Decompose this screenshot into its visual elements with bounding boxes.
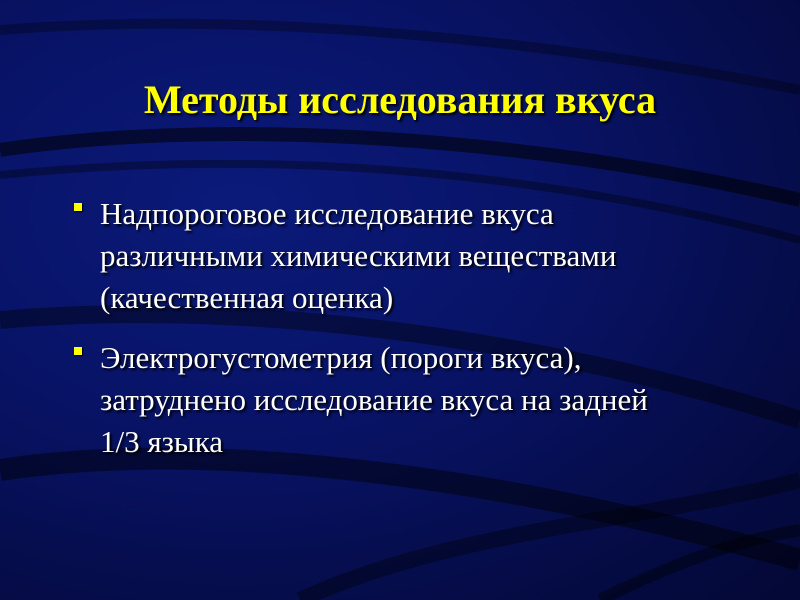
bullet-line: 1/3 языка: [100, 424, 224, 459]
bullet-line: Электрогустометрия (пороги вкуса),: [100, 340, 582, 375]
square-bullet-icon: [74, 347, 82, 355]
bullet-item: [74, 337, 764, 463]
bullet-line: затруднено исследование вкуса на задней: [100, 382, 648, 417]
square-bullet-icon: [74, 203, 82, 211]
bullet-list: [74, 193, 764, 481]
bullet-line: Надпороговое исследование вкуса: [100, 196, 554, 231]
bullet-text: [100, 337, 764, 463]
bullet-text: [100, 193, 764, 319]
bullet-line: (качественная оценка): [100, 280, 394, 315]
bullet-item: [74, 193, 764, 319]
bullet-line: различными химическими веществами: [100, 238, 617, 273]
slide-title: Методы исследования вкуса: [143, 77, 657, 122]
